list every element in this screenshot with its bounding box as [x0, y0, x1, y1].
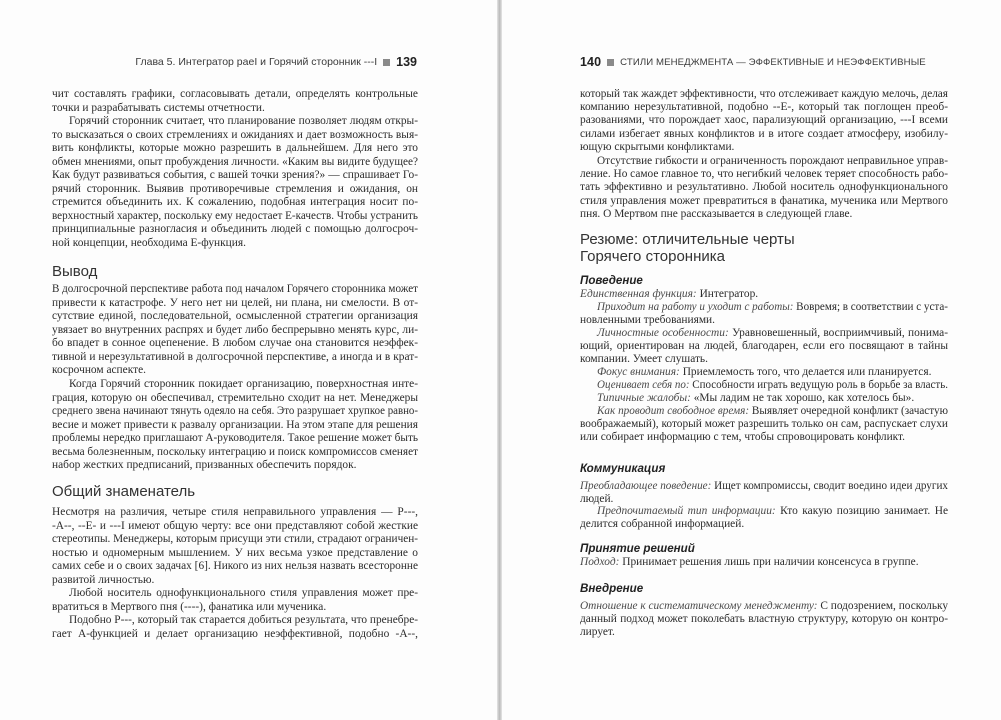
text-line: [580, 480, 948, 493]
text-line: [580, 366, 948, 379]
line-text: привести к катастрофе. У него нет ни целей, ни плана, ни смелости. В от-: [52, 296, 418, 309]
paragraph: [52, 283, 418, 378]
text-line: [52, 614, 418, 628]
page-number: 140: [580, 55, 602, 69]
line-text: [597, 301, 948, 314]
text-line: [580, 379, 948, 392]
field-value: Кто какую позицию занимает. Не: [775, 505, 949, 517]
line-text: данный подход может поколебать властную структуру, которую он контро-: [580, 613, 948, 626]
line-text: воображаемый), который может разрешить только он сам, распускает слухи: [580, 418, 948, 431]
field-value: С подозрением, поскольку: [817, 600, 948, 612]
text-line: [52, 337, 418, 351]
field-value: «Мы ладим не так хорошо, как хотелось бы».: [690, 392, 915, 404]
text-line: [52, 142, 418, 156]
line-text: новленными требованиями.: [580, 314, 715, 327]
line-text: среднего звена начинают тянуть одеяло на себя. Это разрушает хрупкое равно-: [52, 405, 418, 417]
line-text: гает A-функцией и делает организацию неэффективной, подобно -A--,: [52, 627, 418, 640]
line-text: [597, 379, 948, 392]
text-line: [52, 129, 418, 143]
paragraph: [580, 366, 948, 379]
line-text: ной концепции, необходима E-функция.: [52, 236, 246, 249]
line-text: В долгосрочной перспективе работа под началом Горячего сторонника может: [52, 283, 418, 295]
subsection-heading: [580, 274, 948, 288]
field-value: Принимает решения лишь при наличии консенсуса в группе.: [619, 556, 919, 568]
line-text: точки и разрабатывать системы отчетности.: [52, 101, 265, 114]
heading-line: Коммуникация: [580, 462, 666, 475]
text-line: [52, 88, 418, 102]
field-value: Выявляет очередной конфликт (зачастую: [749, 405, 948, 417]
text-line: [52, 156, 418, 170]
text-line: [52, 506, 418, 520]
heading-line: Вывод: [52, 263, 98, 280]
line-text: весьма болезненным, поскольку интеграцию и поиск компромиссов сменяет: [52, 445, 418, 458]
heading-line: Поведение: [580, 274, 643, 287]
text-line: [580, 168, 948, 181]
text-line: [52, 392, 418, 406]
line-text: сутствие единой, последовательной, осмысленной стратегии организация: [52, 310, 418, 322]
field-label: Приходит на работу и уходит с работы:: [597, 301, 794, 313]
heading-line: Общий знаменатель: [52, 483, 196, 500]
text-line: [580, 155, 948, 168]
text-line: [580, 431, 948, 444]
paragraph: [580, 379, 948, 392]
paragraph: [580, 405, 948, 445]
field-label: Предпочитаемый тип информации:: [597, 505, 776, 517]
field-value: Приемлемость того, что делается или планируется.: [679, 366, 932, 378]
paragraph: [580, 155, 948, 221]
field-value: Интегратор.: [696, 288, 759, 300]
text-line: [580, 556, 948, 569]
text-line: [52, 183, 418, 197]
line-text: Отсутствие гибкости и ограниченность порождают неправильное управ-: [597, 155, 948, 167]
line-text: самих себе и о своих задачах [6]. Никого из них нельзя назвать всесторонне: [52, 560, 418, 572]
text-line: [580, 392, 948, 405]
square-bullet-icon: [607, 59, 614, 66]
field-label: Фокус внимания:: [597, 366, 680, 378]
field-value: Способности играть ведущую роль в борьбе за власть.: [689, 379, 948, 391]
paragraph: [52, 587, 418, 614]
text-line: [580, 128, 948, 141]
line-text: Как будут развиваться события, с вашей точки зрения?» — спрашивает Го-: [52, 169, 418, 181]
text-line: [580, 141, 948, 154]
line-text: косрочном аспекте.: [52, 364, 146, 376]
line-text: ностью и одномерным мышлением. У них весьма узкое представление о: [52, 546, 418, 559]
running-head-right: [580, 54, 926, 70]
line-text: ление. Но самое главное то, что негибкий человек теряет способность рабо-: [580, 168, 948, 181]
left-page: [0, 0, 498, 720]
line-text: бо впадет в сонное оцепенение. В любом случае она становится неэффек-: [52, 337, 418, 349]
line-text: стереотипы. Менеджеры, которым присущи эти стили, страдают ограничен-: [52, 533, 418, 545]
line-text: или собирает информацию с тем, чтобы спровоцировать конфликт.: [580, 431, 906, 444]
paragraph: [580, 288, 948, 301]
text-line: [580, 208, 948, 221]
field-value: Уравновешенный, восприимчивый, понима-: [728, 327, 948, 339]
paragraph: [580, 505, 948, 531]
heading-line: Принятие решений: [580, 542, 695, 555]
line-text: тать эффективно и результативно. Любой носитель однофункционального: [580, 181, 948, 194]
line-text: принципиальные разногласия и объединить людей с помощью долгосроч-: [52, 223, 418, 235]
field-value: Вовремя; в соответствии с уста-: [793, 301, 948, 313]
page-number: 139: [396, 55, 417, 69]
field-label: Подход:: [580, 556, 620, 568]
heading-line: Горячего сторонника: [580, 247, 725, 265]
text-line: [52, 419, 418, 433]
line-text: лирует.: [580, 626, 615, 639]
line-text: [580, 600, 948, 613]
line-text: [597, 327, 948, 340]
text-line: [52, 547, 418, 561]
running-head-left: [135, 54, 417, 70]
field-label: Оценивает себя по:: [597, 379, 690, 391]
line-text: разованиями, что порождает хаос, парализующий организацию, ---I всеми: [580, 114, 948, 127]
paragraph: [580, 600, 948, 640]
line-text: рячий сторонник. Выявив противоречивые стремления и ожидания, он: [52, 182, 418, 195]
line-text: [597, 366, 931, 379]
line-text: который так жаждет эффективности, что отслеживает каждую мелочь, делая: [580, 88, 948, 100]
text-line: [52, 520, 418, 534]
paragraph: [580, 327, 948, 367]
line-text: набор жестких предписаний, призванных обеспечить порядок.: [52, 459, 357, 471]
text-line: [52, 628, 418, 642]
text-line: [580, 88, 948, 101]
text-line: [580, 314, 948, 327]
chapter-title: Глава 5. Интегратор paeI и Горячий сторонник ---I: [135, 56, 378, 68]
line-text: [597, 505, 948, 518]
text-line: [52, 432, 418, 446]
text-line: [580, 327, 948, 340]
text-line: [52, 237, 418, 251]
text-line: [52, 459, 418, 473]
text-line: [52, 223, 418, 237]
section-heading: [580, 232, 948, 265]
line-text: [580, 480, 948, 493]
line-text: Горячий сторонник считает, что планирование позволяет людям откры-: [69, 115, 418, 127]
line-text: Подобно P---, который так старается добиться результата, что пренебре-: [69, 614, 418, 626]
line-text: ющую скрытыми конфликтами.: [580, 140, 735, 153]
line-text: людей.: [580, 493, 614, 506]
line-text: компанию нерезультативной, подобно --E-, который так поглощен преоб-: [580, 101, 948, 114]
line-text: чит составлять графики, согласовывать детали, определять контрольные: [52, 88, 418, 100]
subsection-heading: [580, 582, 948, 596]
text-line: [580, 288, 948, 301]
field-label: Типичные жалобы:: [597, 392, 691, 404]
line-text: пня. О Мертвом пне рассказывается в следующей главе.: [580, 207, 853, 220]
text-line: [580, 626, 948, 639]
line-text: [597, 405, 948, 418]
text-line: [52, 378, 418, 392]
line-text: компании. Умеет слушать.: [580, 353, 708, 366]
text-line: [52, 601, 418, 615]
line-text: увязает во внутренних распрях и будет либо беспрерывно менять курс, ли-: [52, 323, 418, 336]
text-line: [580, 301, 948, 314]
field-label: Единственная функция:: [580, 288, 697, 300]
section-heading: [52, 264, 418, 281]
line-text: вить конфликты, которые можно разрешить в дальнейшем. Для него это: [52, 142, 418, 154]
text-line: [52, 560, 418, 574]
line-text: весие и может привести к развалу организации. На этом этапе для решения: [52, 418, 418, 431]
line-text: [597, 392, 914, 405]
paragraph: [580, 88, 948, 154]
text-line: [580, 181, 948, 194]
text-line: [580, 405, 948, 418]
line-text: тивной и нерезультативной в долгосрочной перспективе, а иногда и в крат-: [52, 350, 418, 363]
text-line: [580, 505, 948, 518]
heading-line: Внедрение: [580, 582, 644, 595]
line-text: развитой личностью.: [52, 573, 155, 586]
line-text: Когда Горячий сторонник покидает организацию, поверхностная инте-: [69, 378, 418, 390]
field-label: Как проводит свободное время:: [597, 405, 750, 417]
text-line: [52, 351, 418, 365]
text-line: [52, 533, 418, 547]
text-line: [580, 114, 948, 127]
text-line: [580, 340, 948, 353]
field-label: Личностные особенности:: [597, 327, 729, 339]
field-value: Ищет компромиссы, сводит воедино идеи других: [711, 480, 948, 492]
text-line: [52, 310, 418, 324]
field-label: Отношение к систематическому менеджменту:: [580, 600, 818, 612]
text-line: [52, 169, 418, 183]
paragraph: [580, 392, 948, 405]
square-bullet-icon: [383, 59, 390, 66]
text-line: [52, 405, 418, 419]
line-text: вратиться в Мертвого пня (----), фанатика или мученика.: [52, 600, 327, 613]
text-line: [52, 196, 418, 210]
line-text: Любой носитель однофункционального стиля управления может пре-: [69, 587, 418, 599]
section-heading: [52, 484, 418, 501]
line-text: грация, которую он обеспечивал, стремительно сходит на нет. Менеджеры: [52, 391, 418, 404]
line-text: стремится объединить их. К сожалению, подобная интеграция носит по-: [52, 196, 418, 208]
line-text: Несмотря на различия, четыре стиля неправильного управления — P---,: [52, 506, 418, 518]
text-line: [52, 102, 418, 116]
text-line: [52, 324, 418, 338]
text-line: [52, 210, 418, 224]
paragraph: [580, 301, 948, 327]
text-line: [52, 283, 418, 297]
line-text: верхностный характер, поскольку ему недостает E-качеств. Чтобы устранить: [52, 209, 418, 222]
line-text: [580, 288, 758, 301]
paragraph: [52, 506, 418, 587]
paragraph: [52, 378, 418, 473]
paragraph: [52, 88, 418, 115]
field-label: Преобладающее поведение:: [580, 480, 712, 492]
text-line: [580, 613, 948, 626]
line-text: ющий, ориентирован на людей, благодарен, если его посвящают в тайны: [580, 340, 948, 353]
text-line: [580, 195, 948, 208]
paragraph: [52, 115, 418, 250]
subsection-heading: [580, 462, 948, 476]
text-line: [52, 587, 418, 601]
text-line: [580, 600, 948, 613]
line-text: стиля управления может превратиться в фанатика, мученика или Мертвого: [580, 194, 948, 207]
text-line: [52, 115, 418, 129]
text-line: [580, 418, 948, 431]
right-page: [502, 0, 1001, 720]
paragraph: [580, 480, 948, 506]
paragraph: [580, 556, 948, 569]
line-text: то высказаться о своих стремлениях и ожиданиях и дает возможность выя-: [52, 128, 418, 141]
line-text: [580, 556, 919, 569]
line-text: силами избегает явных конфликтов и в итоге создает атмосферу, изобилу-: [580, 127, 948, 140]
line-text: обмен мнениями, опыт пробуждения личности. «Каким вы видите будущее?: [52, 155, 418, 168]
text-line: [52, 364, 418, 378]
text-line: [580, 101, 948, 114]
text-line: [52, 446, 418, 460]
paragraph: [52, 614, 418, 641]
section-title: СТИЛИ МЕНЕДЖМЕНТА — ЭФФЕКТИВНЫЕ И НЕЭФФЕКТИВНЫЕ: [620, 56, 926, 68]
text-line: [52, 297, 418, 311]
subsection-heading: [580, 542, 948, 556]
line-text: -A--, --E- и ---I имеют общую черту: все они представляют собой жесткие: [52, 519, 418, 532]
heading-line: Резюме: отличительные черты: [580, 231, 795, 248]
line-text: проблемы нередко приглашают A-руководителя. Такое решение может быть: [52, 432, 418, 444]
text-line: [52, 574, 418, 588]
line-text: делится собранной информацией.: [580, 518, 745, 531]
text-line: [580, 518, 948, 531]
text-line: [580, 353, 948, 366]
